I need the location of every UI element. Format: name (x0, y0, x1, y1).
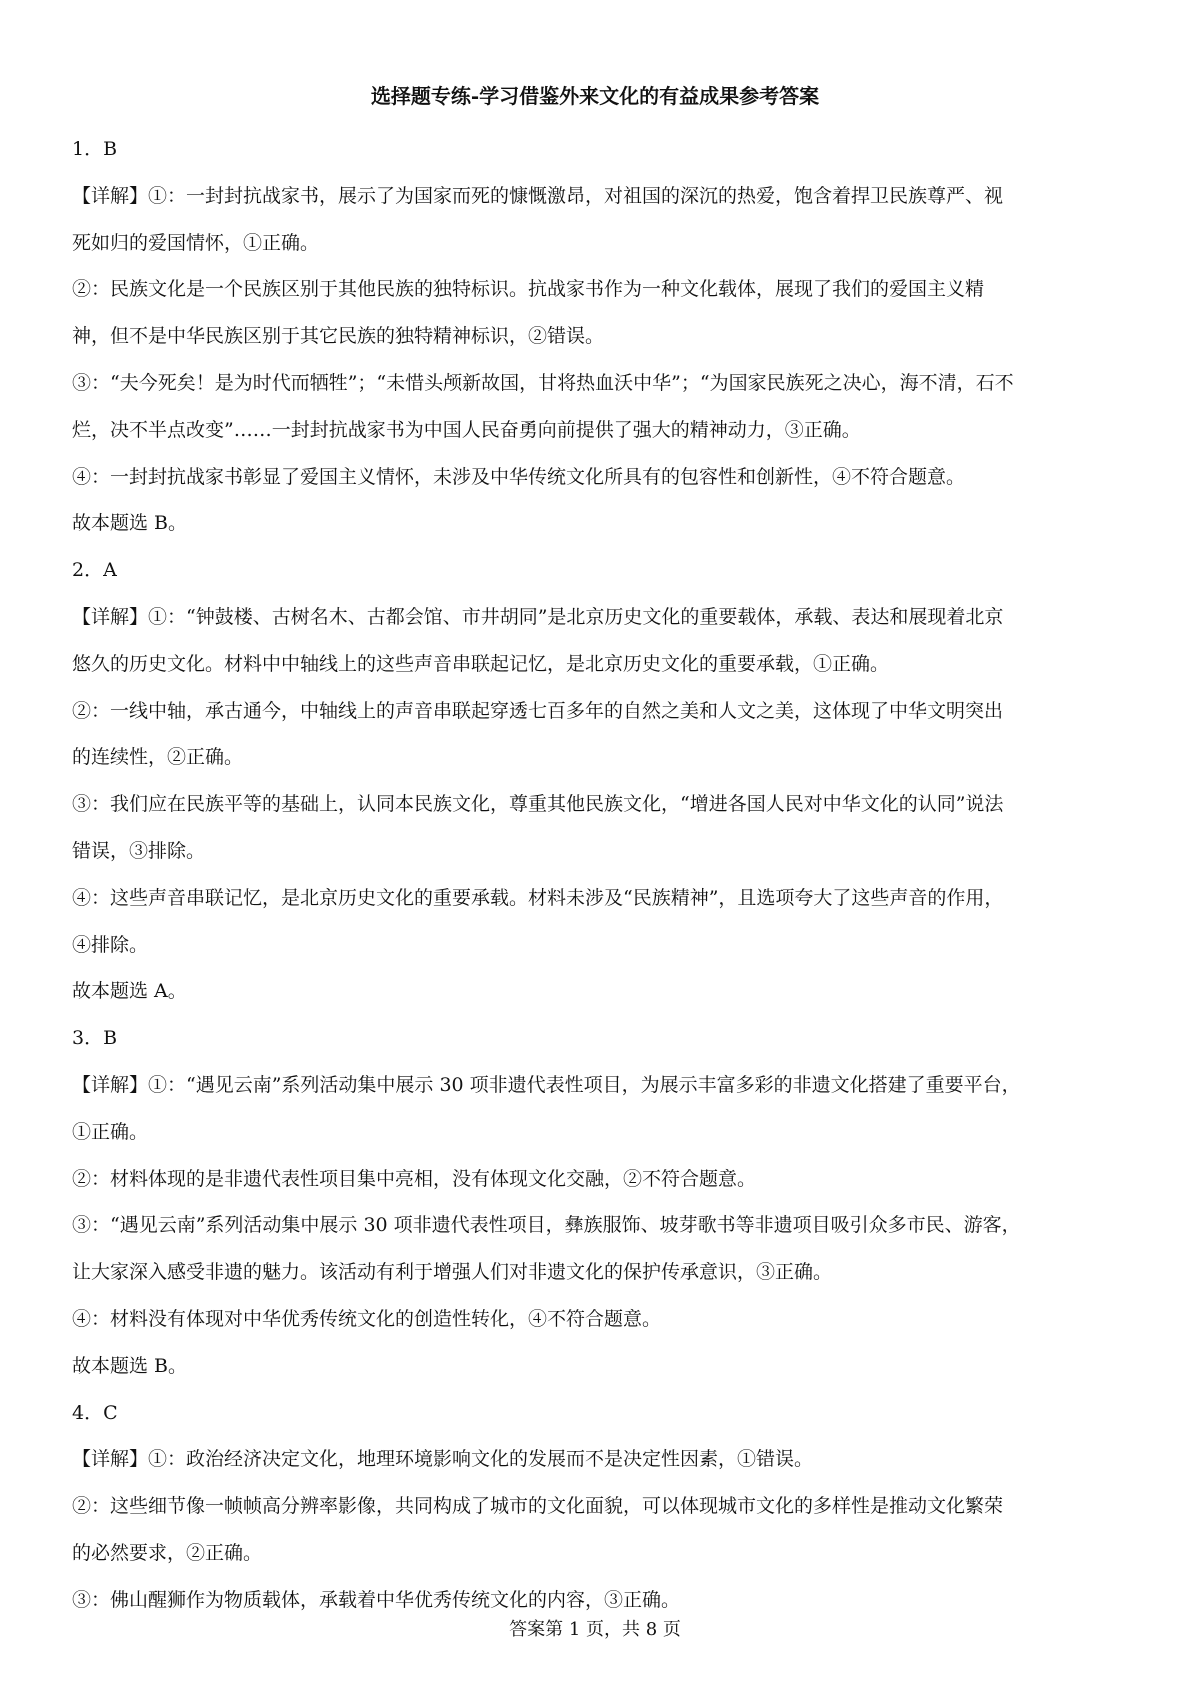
text-line: ③：“遇见云南”系列活动集中展示 30 项非遗代表性项目，彝族服饰、坡芽歌书等非遗项目吸引众多市民、游客， (72, 1214, 1021, 1237)
text-line: ③：“夫今死矣！是为时代而牺牲”；“未惜头颅新故国，甘将热血沃中华”；“为国家民族死之决心，海不清，石不 (72, 371, 1014, 394)
text-line: ②：这些细节像一帧帧高分辨率影像，共同构成了城市的文化面貌，可以体现城市文化的多样性是推动文化繁荣 (72, 1495, 1004, 1518)
text-line: ③：佛山醒狮作为物质载体，承载着中华优秀传统文化的内容，③正确。 (72, 1588, 681, 1611)
text-line: ①正确。 (72, 1120, 149, 1143)
text-line: 故本题选 B。 (72, 1354, 188, 1377)
text-line: 悠久的历史文化。材料中中轴线上的这些声音串联起记忆，是北京历史文化的重要承载，①正确。 (72, 652, 890, 675)
text-line: 神，但不是中华民族区别于其它民族的独特精神标识，②错误。 (72, 325, 605, 348)
text-line: 的连续性，②正确。 (72, 746, 244, 769)
text-line: ④：这些声音串联记忆，是北京历史文化的重要承载。材料未涉及“民族精神”，且选项夸大了这些声音的作用， (72, 886, 1004, 909)
text-line: 【详解】①：一封封抗战家书，展示了为国家而死的慷慨激昂，对祖国的深沉的热爱，饱含着捍卫民族尊严、视 (72, 184, 1004, 207)
text-line: 让大家深入感受非遗的魅力。该活动有利于增强人们对非遗文化的保护传承意识，③正确。 (72, 1261, 833, 1284)
text-line: ③：我们应在民族平等的基础上，认同本民族文化，尊重其他民族文化，“增进各国人民对中华文化的认同”说法 (72, 793, 1004, 816)
text-line: 1．B (72, 138, 118, 160)
text-line: 【详解】①：“钟鼓楼、古树名木、古都会馆、市井胡同”是北京历史文化的重要载体，承载、表达和展现着北京 (72, 605, 1004, 628)
text-line: ②：材料体现的是非遗代表性项目集中亮相，没有体现文化交融，②不符合题意。 (72, 1167, 757, 1190)
text-line: ④排除。 (72, 933, 149, 956)
text-line: 【详解】①：政治经济决定文化，地理环境影响文化的发展而不是决定性因素，①错误。 (72, 1448, 814, 1471)
text-line: 【详解】①：“遇见云南”系列活动集中展示 30 项非遗代表性项目，为展示丰富多彩的非遗文化搭建了重要平台， (72, 1073, 1021, 1096)
answer-content (72, 126, 1112, 1624)
text-line: 4．C (72, 1401, 118, 1424)
text-line: ④：材料没有体现对中华优秀传统文化的创造性转化，④不符合题意。 (72, 1307, 662, 1330)
text-line: 3．B (72, 1027, 118, 1050)
page-title: 选择题专练-学习借鉴外来文化的有益成果参考答案 (370, 84, 820, 108)
text-line: 烂，决不半点改变”……一封封抗战家书为中国人民奋勇向前提供了强大的精神动力，③正确。 (72, 418, 861, 441)
page-footer: 答案第 1 页，共 8 页 (509, 1619, 681, 1640)
text-line: 死如归的爱国情怀，①正确。 (72, 231, 320, 254)
text-line: ②：民族文化是一个民族区别于其他民族的独特标识。抗战家书作为一种文化载体，展现了我们的爱国主义精 (72, 278, 985, 301)
text-line: ④：一封封抗战家书彰显了爱国主义情怀，未涉及中华传统文化所具有的包容性和创新性，④不符合题意。 (72, 465, 966, 488)
text-line: 2．A (72, 559, 117, 582)
text-line: 故本题选 B。 (72, 512, 188, 535)
text-line: 故本题选 A。 (72, 980, 187, 1003)
text-line: 错误，③排除。 (72, 839, 206, 862)
text-line: ②：一线中轴，承古通今，中轴线上的声音串联起穿透七百多年的自然之美和人文之美，这体现了中华文明突出 (72, 699, 1004, 722)
text-line: 的必然要求，②正确。 (72, 1541, 263, 1564)
